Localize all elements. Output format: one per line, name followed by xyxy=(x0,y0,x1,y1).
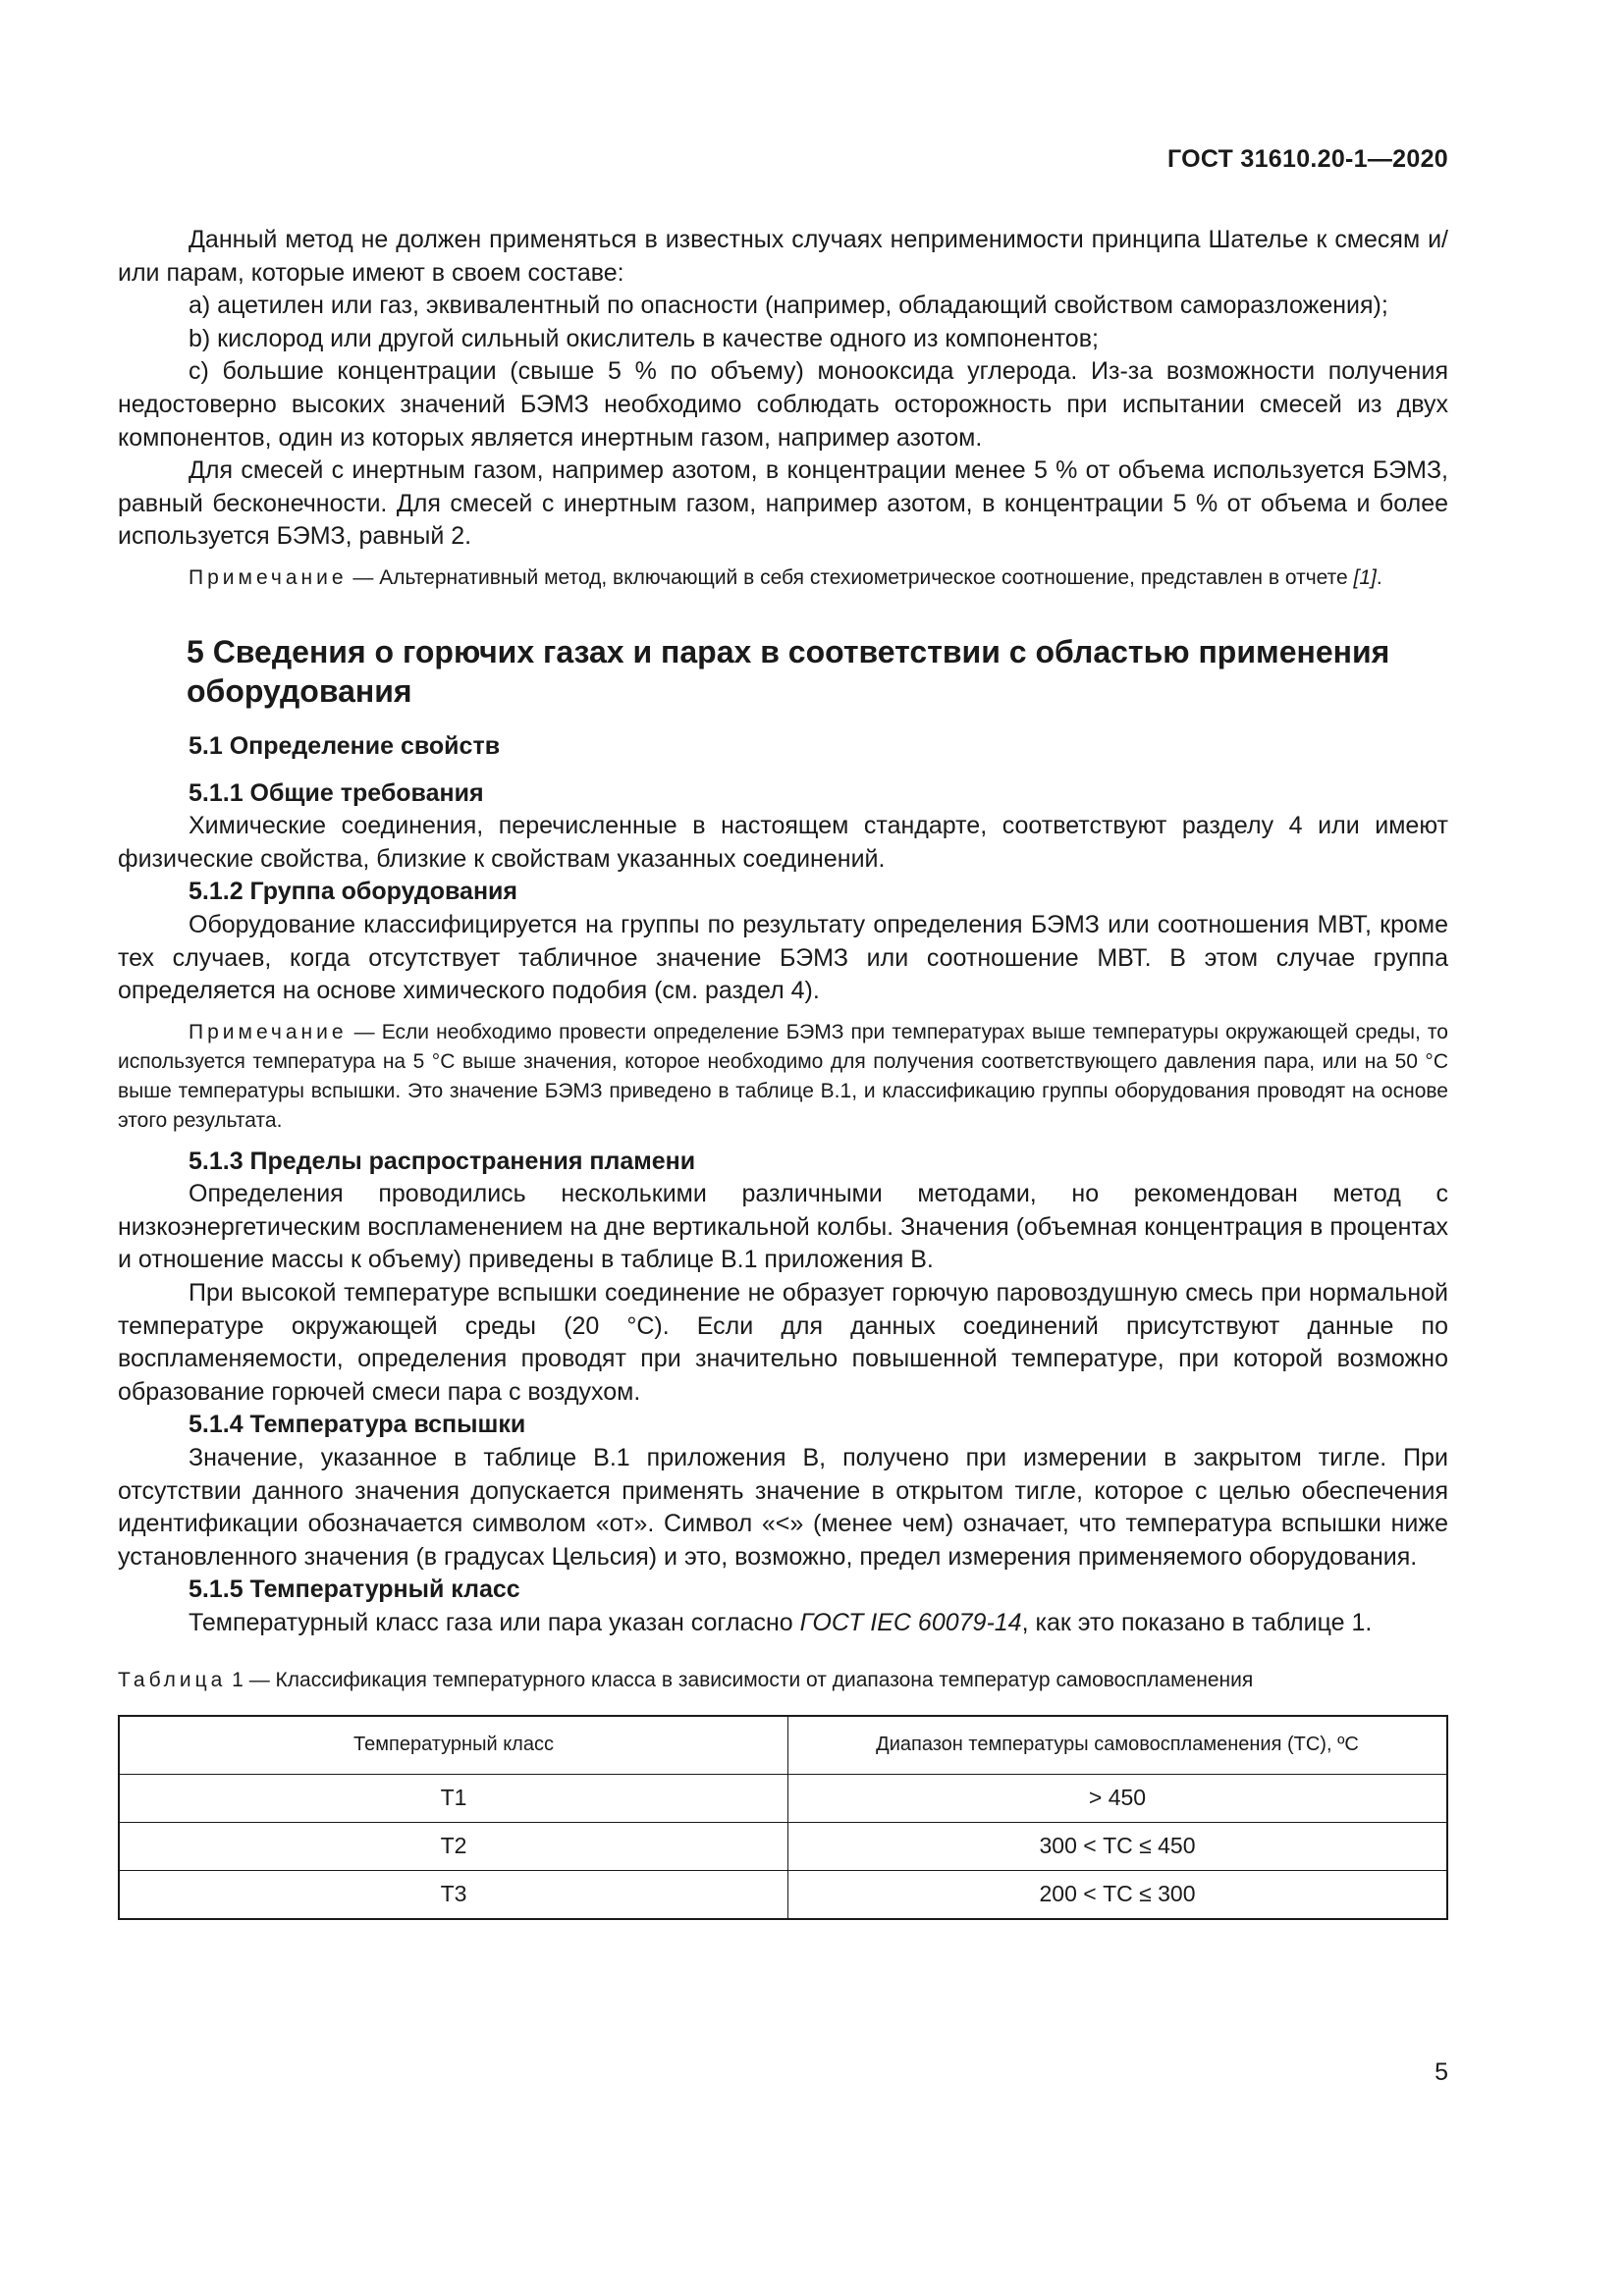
document-code: ГОСТ 31610.20-1—2020 xyxy=(1166,145,1448,173)
note-end: . xyxy=(1376,565,1382,589)
note-label: Примечание xyxy=(189,565,348,589)
intro-paragraph: Данный метод не должен применяться в известных случаях неприменимости принципа Шателье к смесям и/или парам, которые имеют в своем составе: xyxy=(118,226,1448,287)
section-5-title: 5 Сведения о горючих газах и парах в соответствии с областью применения оборудования xyxy=(187,633,1390,709)
section-5-1-1-heading: 5.1.1 Общие требования xyxy=(189,778,484,807)
table-row xyxy=(119,1870,1447,1919)
note-reference: [1] xyxy=(1353,565,1377,589)
temperature-class-table xyxy=(118,1715,1448,1920)
content xyxy=(118,224,1448,1920)
table-row xyxy=(119,1774,1447,1822)
list-item-c: с) большие концентрации (свыше 5 % по объему) монооксида углерода. Из-за возможности получения недостоверно высоких значений БЭМЗ необходимо соблюдать осторожность при испытании смесей из двух компонентов, один из которых является инертным газом, например азотом. xyxy=(118,357,1448,452)
section-5-1-3-text-1: Определения проводились несколькими различными методами, но рекомендован метод с низкоэнергетическим воспламенением на дне вертикальной колбы. Значения (объемная концентрация в процентах и отношение массы к объему) приведены в таблице В.1 приложения В. xyxy=(118,1180,1448,1274)
cell-class: Т1 xyxy=(119,1774,788,1822)
note2-text: — Если необходимо провести определение БЭМЗ при температурах выше температуры окружающей среды, то используется температура на 5 °С выше значения, которое необходимо для получения соответствующего давления пара, или на 50 °С выше температуры вспышки. Это значение БЭМЗ приведено в таблице В.1, и классификацию группы оборудования проводят на основе этого результата. xyxy=(118,1020,1448,1132)
section-5-1-heading: 5.1 Определение свойств xyxy=(189,731,501,760)
table-header-row xyxy=(119,1716,1447,1775)
note2-label: Примечание xyxy=(189,1020,348,1043)
table-caption-text: 1 — Классификация температурного класса в зависимости от диапазона температур самовоспламенения xyxy=(226,1668,1254,1691)
note-2 xyxy=(118,1018,1448,1136)
section-5-1-5-heading: 5.1.5 Температурный класс xyxy=(189,1575,520,1604)
cell-range: 200 < ТС ≤ 300 xyxy=(788,1870,1448,1919)
section-5-1-5-text xyxy=(118,1607,1448,1640)
page-number: 5 xyxy=(1435,2058,1448,2086)
column-header-range: Диапазон температуры самовоспламенения (ТС), ºС xyxy=(788,1716,1448,1775)
list-item-b: b) кислород или другой сильный окислитель в качестве одного из компонентов; xyxy=(189,324,1099,352)
cell-class: Т2 xyxy=(119,1822,788,1870)
section-5-1-2-heading: 5.1.2 Группа оборудования xyxy=(189,878,518,906)
section-5-1-2-text: Оборудование классифицируется на группы по результату определения БЭМЗ или соотношения МВТ, кроме тех случаев, когда отсутствует табличное значение БЭМЗ или соотношение МВТ. В этом случае группа определяется на основе химического подобия (см. раздел 4). xyxy=(118,910,1448,1005)
s515-post: , как это показано в таблице 1. xyxy=(1021,1609,1373,1636)
inert-gas-paragraph: Для смесей с инертным газом, например азотом, в концентрации менее 5 % от объема используется БЭМЗ, равный бесконечности. Для смесей с инертным газом, например азотом, в концентрации 5 % от объема и более используется БЭМЗ, равный 2. xyxy=(118,456,1448,551)
section-5-1-3-heading: 5.1.3 Пределы распространения пламени xyxy=(189,1147,696,1175)
note-text: — Альтернативный метод, включающий в себя стехиометрическое соотношение, представлен в отчете xyxy=(347,565,1354,589)
cell-range: 300 < ТС ≤ 450 xyxy=(788,1822,1448,1870)
table-row xyxy=(119,1822,1447,1870)
table-1-caption xyxy=(118,1666,1448,1695)
note-1 xyxy=(118,563,1448,593)
standard-reference: ГОСТ IEC 60079-14 xyxy=(799,1609,1022,1636)
s515-pre: Температурный класс газа или пара указан согласно xyxy=(189,1609,800,1636)
section-5-1-3-text-2: При высокой температуре вспышки соединение не образует горючую паровоздушную смесь при нормальной температуре окружающей среды (20 °С). Если для данных соединений присутствуют данные по воспламеняемости, определения проводят при значительно повышенной температуре, при которой возможно образование горючей смеси пара с воздухом. xyxy=(118,1279,1448,1406)
cell-range: > 450 xyxy=(788,1774,1448,1822)
section-5-1-1-text: Химические соединения, перечисленные в настоящем стандарте, соответствуют разделу 4 или имеют физические свойства, близкие к свойствам указанных соединений. xyxy=(118,812,1448,873)
table-caption-label: Таблица xyxy=(118,1668,227,1691)
column-header-class: Температурный класс xyxy=(119,1716,788,1775)
section-5-1-4-heading: 5.1.4 Температура вспышки xyxy=(189,1411,526,1439)
cell-class: Т3 xyxy=(119,1870,788,1919)
list-item-a: а) ацетилен или газ, эквивалентный по опасности (например, обладающий свойством саморазложения); xyxy=(189,292,1388,320)
section-5-1-4-text: Значение, указанное в таблице В.1 приложения В, получено при измерении в закрытом тигле. При отсутствии данного значения допускается применять значение в открытом тигле, которое с целью обеспечения идентификации обозначается символом «от». Символ «<» (менее чем) означает, что температура вспышки ниже установленного значения (в градусах Цельсия) и это, возможно, предел измерения применяемого оборудования. xyxy=(118,1444,1448,1571)
